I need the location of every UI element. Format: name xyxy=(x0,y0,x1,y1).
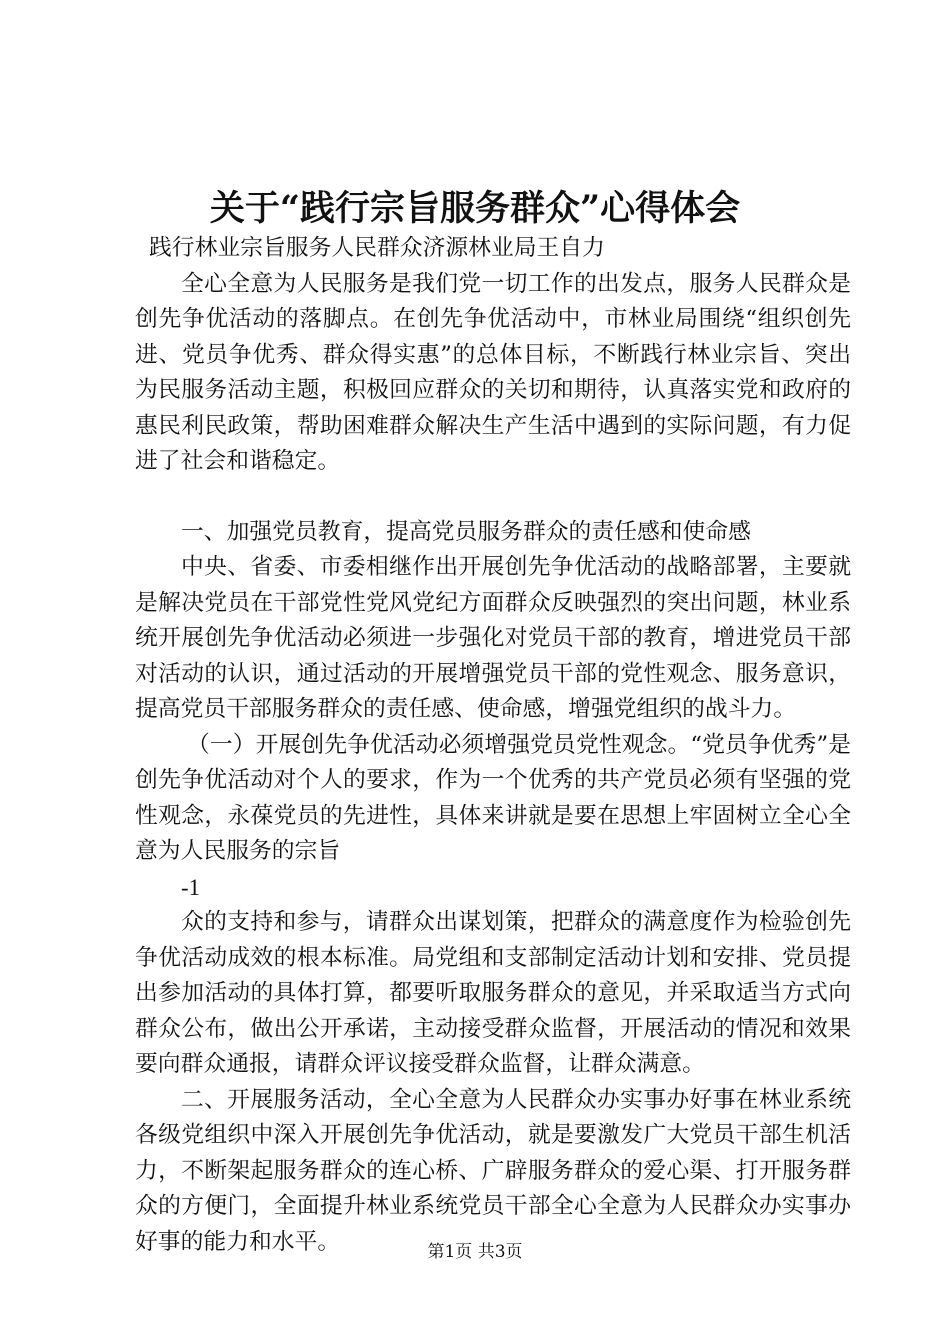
section-2-paragraph: 二、开展服务活动，全心全意为人民群众办实事办好事在林业系统各级党组织中深入开展创先争优活动，就是要激发广大党员干部生机活力，不断架起服务群众的连心桥、广辟服务群众的爱心渠、打开服务群众的方便门，全面提升林业系统党员干部全心全意为人民群众办实事办好事的能力和水平。 xyxy=(135,1086,851,1255)
page-footer: 第1页 共3页 xyxy=(427,1242,523,1262)
subsection-1-paragraph: （一）开展创先争优活动必须增强党员党性观念。“党员争优秀”是创先争优活动对个人的要求，作为一个优秀的共产党员必须有坚强的党性观念，永葆党员的先进性，具体来讲就是要在思想上牢固树立全心全意为人民服务的宗旨 xyxy=(135,731,851,864)
document-body xyxy=(135,231,851,1260)
section-heading-1: 一、加强党员教育，提高党员服务群众的责任感和使命感 xyxy=(181,518,751,545)
author-line: 践行林业宗旨服务人民群众济源林业局王自力 xyxy=(149,235,605,261)
section-1-paragraph: 中央、省委、市委相继作出开展创先争优活动的战略部署，主要就是解决党员在干部党性党风党纪方面群众反映强烈的突出问题，林业系统开展创先争优活动必须进一步强化对党员干部的教育，增进党员干部对活动的认识，通过活动的开展增强党员干部的党性观念、服务意识，提高党员干部服务群众的责任感、使命感，增强党组织的战斗力。 xyxy=(135,554,851,722)
page-marker: -1 xyxy=(181,874,200,900)
continuation-paragraph: 众的支持和参与，请群众出谋划策，把群众的满意度作为检验创先争优活动成效的根本标准。局党组和支部制定活动计划和安排、党员提出参加活动的具体打算，都要听取服务群众的意见，并采取适当方式向群众公布，做出公开承诺，主动接受群众监督，开展活动的情况和效果要向群众通报，请群众评议接受群众监督，让群众满意。 xyxy=(135,909,851,1077)
intro-paragraph: 全心全意为人民服务是我们党一切工作的出发点，服务人民群众是创先争优活动的落脚点。在创先争优活动中，市林业局围绕“组织创先进、党员争优秀、群众得实惠”的总体目标，不断践行林业宗旨、突出为民服务活动主题，积极回应群众的关切和期待，认真落实党和政府的惠民利民政策，帮助困难群众解决生产生活中遇到的实际问题，有力促进了社会和谐稳定。 xyxy=(135,270,851,474)
document-title: 关于“践行宗旨服务群众”心得体会 xyxy=(209,188,741,229)
